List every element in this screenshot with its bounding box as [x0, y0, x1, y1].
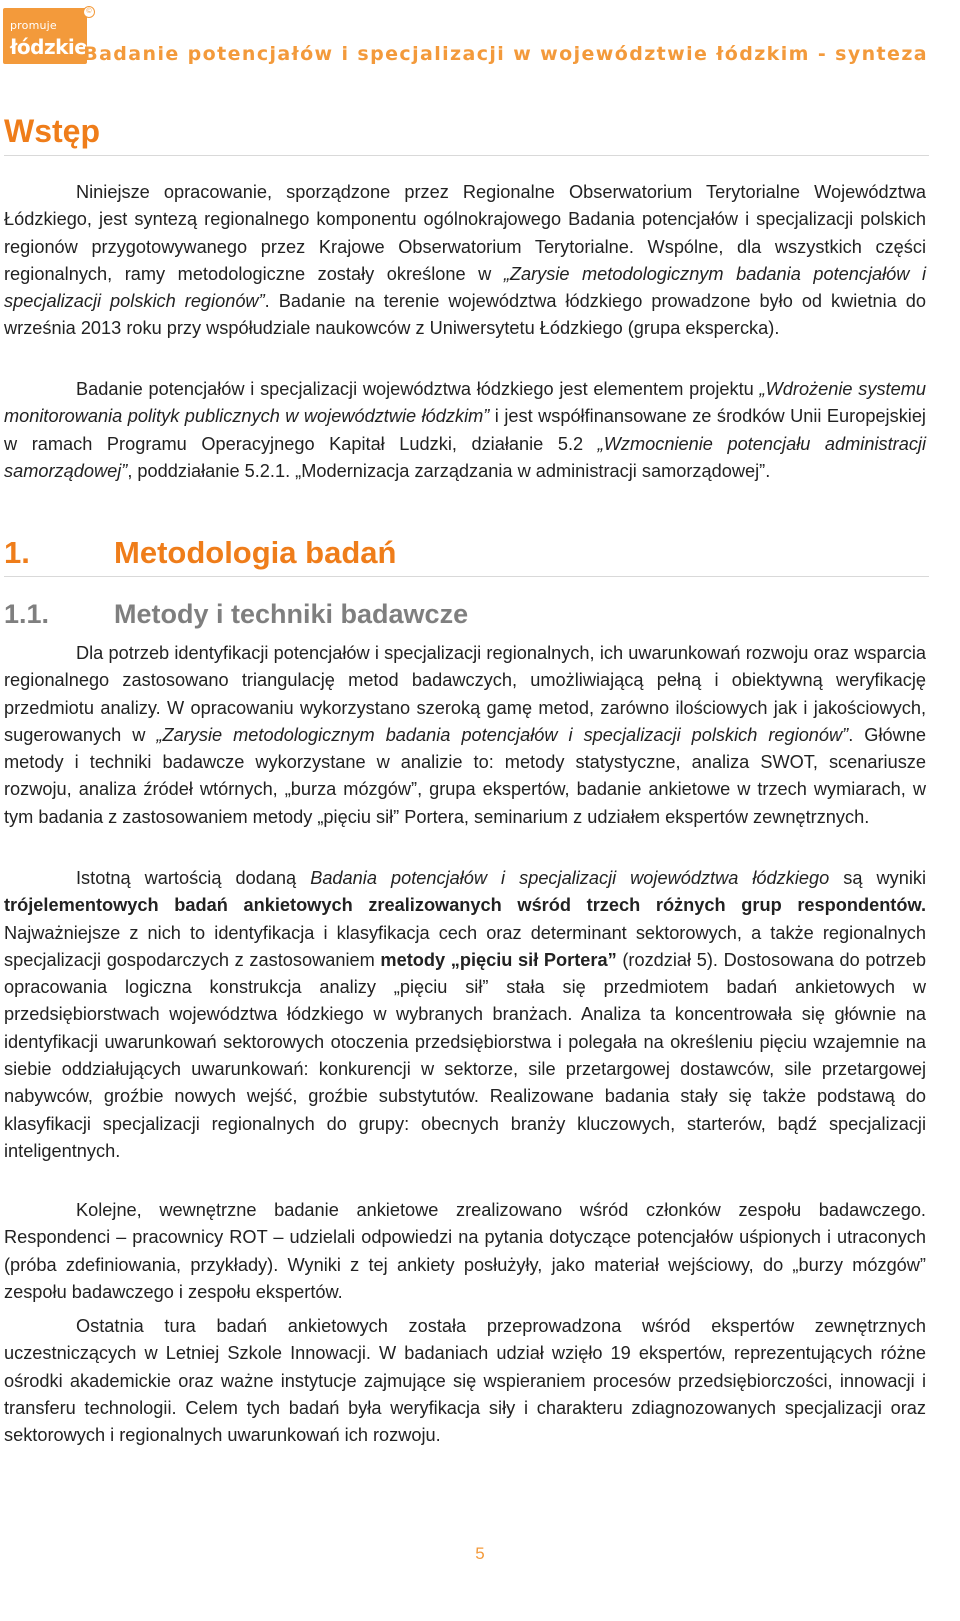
section-1-1-number: 1.1. — [4, 599, 50, 629]
intro-heading: Wstęp — [4, 113, 100, 149]
promuje-lodzkie-logo — [3, 8, 92, 64]
logo-line2: łódzkie — [10, 35, 88, 59]
methods-paragraph-1: Dla potrzeb identyfikacji potencjałów i specjalizacji regionalnych, ich uwarunkowań rozwoju oraz wsparcia regionalnego zastosowano triangulację metod badawczych, umożliwiającą pełną i obiektywną weryfikację przedmiotu analizy. W opracowaniu wykorzystano szeroką gamę metod, zarówno ilościowych jak i jakościowych, sugerowanych w „Zarysie metodologicznym badania potencjałów i specjalizacji polskich regionów”. Główne metody i techniki badawcze wykorzystane w analizie to: metody statystyczne, analiza SWOT, scenariusze rozwoju, analiza źródeł wtórnych, „burza mózgów”, grupa ekspertów, badanie ankietowe w trzech wymiarach, w tym badania z zastosowaniem metody „pięciu sił” Portera, seminarium z udziałem ekspertów zewnętrznych. — [4, 643, 926, 827]
heading-rule — [4, 155, 929, 156]
page-number: 5 — [475, 1544, 485, 1563]
section-1-1-title: Metody i techniki badawcze — [114, 599, 469, 629]
section-1-heading — [4, 535, 396, 571]
intro-paragraph-2: Badanie potencjałów i specjalizacji województwa łódzkiego jest elementem projektu „Wdrożenie systemu monitorowania polityk publicznych w województwie łódzkim” i jest współfinansowane ze środków Unii Europejskiej w ramach Programu Operacyjnego Kapitał Ludzki, działanie 5.2 „Wzmocnienie potencjału administracji samorządowej”, poddziałanie 5.2.1. „Modernizacja zarządzania w administracji samorządowej”. — [4, 379, 926, 481]
logo-line1: promuje — [10, 19, 57, 32]
section-rule — [4, 576, 929, 577]
section-1-title: Metodologia badań — [114, 535, 397, 570]
section-1-number: 1. — [4, 535, 30, 570]
registered-mark-icon: © — [83, 6, 95, 18]
running-header-title: Badanie potencjałów i specjalizacji w województwie łódzkim - synteza — [83, 43, 928, 65]
section-1-1-heading — [4, 599, 468, 630]
intro-paragraph-1: Niniejsze opracowanie, sporządzone przez Regionalne Obserwatorium Terytorialne Województwa Łódzkiego, jest syntezą regionalnego komponentu ogólnokrajowego Badania potencjałów i specjalizacji polskich regionów przygotowywanego przez Krajowe Obserwatorium Terytorialne. Wspólne, dla wszystkich części regionalnych, ramy metodologiczne zostały określone w „Zarysie metodologicznym badania potencjałów i specjalizacji polskich regionów”. Badanie na terenie województwa łódzkiego prowadzone było od kwietnia do września 2013 roku przy współudziale naukowców z Uniwersytetu Łódzkiego (grupa ekspercka). — [4, 182, 927, 339]
methods-paragraph-4: Ostatnia tura badań ankietowych została przeprowadzona wśród ekspertów zewnętrznych uczestniczących w Letniej Szkole Innowacji. W badaniach udział wzięło 19 ekspertów, reprezentujących różne ośrodki akademickie oraz ważne instytucje zajmujące się wspieraniem procesów przedsiębiorczości, innowacji i transferu technologii. Celem tych badań była weryfikacja siły i charakteru zdiagnozowanych specjalizacji oraz sektorowych i regionalnych uwarunkowań ich rozwoju. — [4, 1316, 926, 1446]
methods-paragraph-3: Kolejne, wewnętrzne badanie ankietowe zrealizowano wśród członków zespołu badawczego. Respondenci – pracownicy ROT – udzielali odpowiedzi na pytania dotyczące potencjałów uśpionych i utraconych (próba zdefiniowania, przykłady). Wyniki z tej ankiety posłużyły, jako materiał wejściowy, do „burzy mózgów” zespołu badawczego i zespołu ekspertów. — [4, 1200, 926, 1302]
methods-paragraph-2: Istotną wartością dodaną Badania potencjałów i specjalizacji województwa łódzkiego są wyniki trójelementowych badań ankietowych zrealizowanych wśród trzech różnych grup respondentów. Najważniejsze z nich to identyfikacja i klasyfikacja cech oraz determinant sektorowych, a także regionalnych specjalizacji gospodarczych z zastosowaniem metody „pięciu sił Portera” (rozdział 5). Dostosowana do potrzeb opracowania logiczna konstrukcja analizy „pięciu sił” stała się przedmiotem badań ankietowych w przedsiębiorstwach województwa łódzkiego w wybranych branżach. Analiza ta koncentrowała się głównie na identyfikacji uwarunkowań sektorowych otoczenia przedsiębiorstwa i polegała na określeniu pięciu wzajemnie na siebie oddziałujących uwarunkowań: konkurencji w sektorze, sile przetargowej dostawców, sile przetargowej nabywców, groźbie nowych wejść, groźbie substytutów. Realizowane badania stały się także podstawą do klasyfikacji specjalizacji regionalnych do grupy: obecnych branży kluczowych, starterów, bądź specjalizacji inteligentnych. — [4, 868, 927, 1161]
